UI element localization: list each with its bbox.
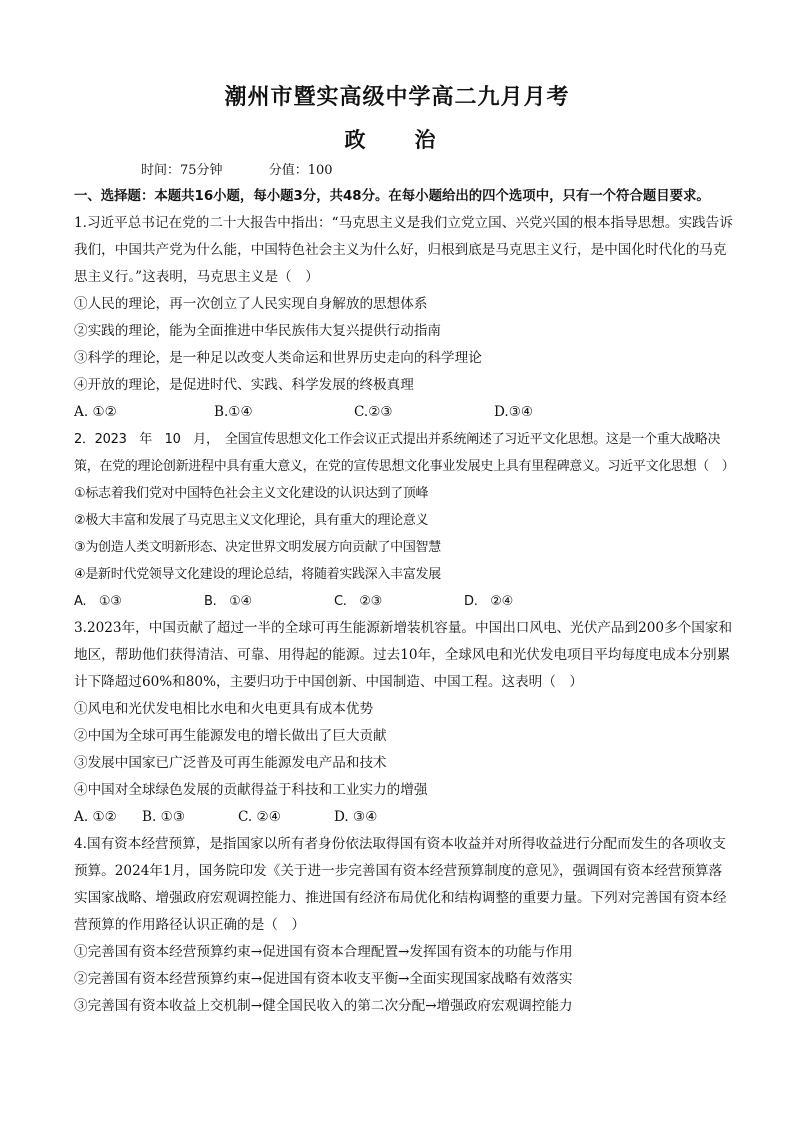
choice-b: B. ①④	[204, 594, 252, 609]
option-item: ③发展中国家已广泛普及可再生能源发电产品和技术	[74, 755, 387, 771]
option-item: ①人民的理论，再一次创立了人民实现自身解放的思想体系	[74, 296, 428, 312]
question-1	[74, 210, 734, 426]
option-item: ④开放的理论，是促进时代、实践、科学发展的终极真理	[74, 377, 414, 393]
exam-meta	[141, 159, 333, 178]
exam-subject: 政 治	[344, 128, 450, 152]
answer-choices	[74, 804, 734, 831]
exam-title: 潮州市暨实高级中学高二九月月考	[224, 85, 570, 110]
question-2	[74, 426, 734, 615]
choice-b: B.①④	[214, 404, 253, 420]
option-item: ③为创造人类文明新形态、决定世界文明发展方向贡献了中国智慧	[74, 540, 441, 555]
question-3	[74, 615, 734, 831]
choice-c: C. ②④	[238, 809, 281, 825]
exam-score: 分值：100	[268, 163, 333, 178]
exam-content	[74, 183, 734, 1020]
choice-b: B. ①③	[142, 809, 186, 825]
section-heading: 一、选择题：本题共16小题，每小题3分，共48分。在每小题给出的四个选项中，只有一个符合题目要求。	[74, 189, 710, 204]
option-item: ④是新时代党领导文化建设的理论总结，将随着实践深入丰富发展	[74, 567, 441, 582]
choice-a: A. ①②	[74, 404, 117, 420]
choice-d: D. ③④	[334, 809, 378, 825]
option-item: ②极大丰富和发展了马克思主义文化理论，具有重大的理论意义	[74, 513, 429, 528]
choice-d: D. ②④	[464, 594, 513, 609]
question-stem: 4.国有资本经营预算，是指国家以所有者身份依法取得国有资本收益并对所得收益进行分配而发生的各项收支预算。2024年1月，国务院印发《关于进一步完善国有资本经营预算制度的意见》，强调国有资本经营预算落实国家战略、增强政府宏观调控能力、推进国有经济布局优化和结构调整的重要力量。下列对完善国有资本经营预算的作用路径认识正确的是（ ）	[74, 836, 727, 933]
question-stem: 2．2023 年 10 月， 全国宣传思想文化工作会议正式提出并系统阐述了习近平文化思想。这是一个重大战略决策，在党的理论创新进程中具有重大意义，在党的宣传思想文化事业发展史上具有里程碑意义。习近平文化思想（ ）	[74, 432, 735, 474]
option-item: ①风电和光伏发电相比水电和火电更具有成本优势	[74, 701, 374, 717]
exam-time: 时间：75分钟	[141, 163, 223, 178]
option-item: ④中国对全球绿色发展的贡献得益于科技和工业实力的增强	[74, 782, 428, 798]
choice-a: A. ①②	[74, 809, 117, 825]
option-item: ②中国为全球可再生能源发电的增长做出了巨大贡献	[74, 728, 387, 744]
choice-c: C. ②③	[334, 594, 383, 609]
question-stem: 3.2023年，中国贡献了超过一半的全球可再生能源新增装机容量。中国出口风电、光伏产品到200多个国家和地区，帮助他们获得清洁、可靠、用得起的能源。过去10年，全球风电和光伏发电项目平均每度电成本分别累计下降超过60%和80%，主要归功于中国创新、中国制造、中国工程。这表明（ ）	[74, 620, 733, 690]
option-item: ①完善国有资本经营预算约束→促进国有资本合理配置→发挥国有资本的功能与作用	[74, 944, 573, 960]
choice-c: C.②③	[354, 404, 393, 420]
choice-a: A. ①③	[74, 594, 122, 609]
option-item: ②完善国有资本经营预算约束→促进国有资本收支平衡→全面实现国家战略有效落实	[74, 971, 573, 987]
option-item: ①标志着我们党对中国特色社会主义文化建设的认识达到了顶峰	[74, 486, 429, 501]
answer-choices	[74, 588, 734, 615]
option-item: ③科学的理论，是一种足以改变人类命运和世界历史走向的科学理论	[74, 350, 482, 366]
choice-d: D.③④	[494, 404, 534, 420]
question-stem: 1.习近平总书记在党的二十大报告中指出：“马克思主义是我们立党立国、兴党兴国的根本指导思想。实践告诉我们，中国共产党为什么能，中国特色社会主义为什么好，归根到底是马克思主义行，是中国化时代化的马克思主义行。”这表明，马克思主义是（ ）	[74, 215, 733, 285]
answer-choices	[74, 399, 734, 426]
question-4	[74, 831, 734, 1020]
option-item: ③完善国有资本收益上交机制→健全国民收入的第二次分配→增强政府宏观调控能力	[74, 998, 573, 1014]
option-item: ②实践的理论，能为全面推进中华民族伟大复兴提供行动指南	[74, 323, 442, 339]
